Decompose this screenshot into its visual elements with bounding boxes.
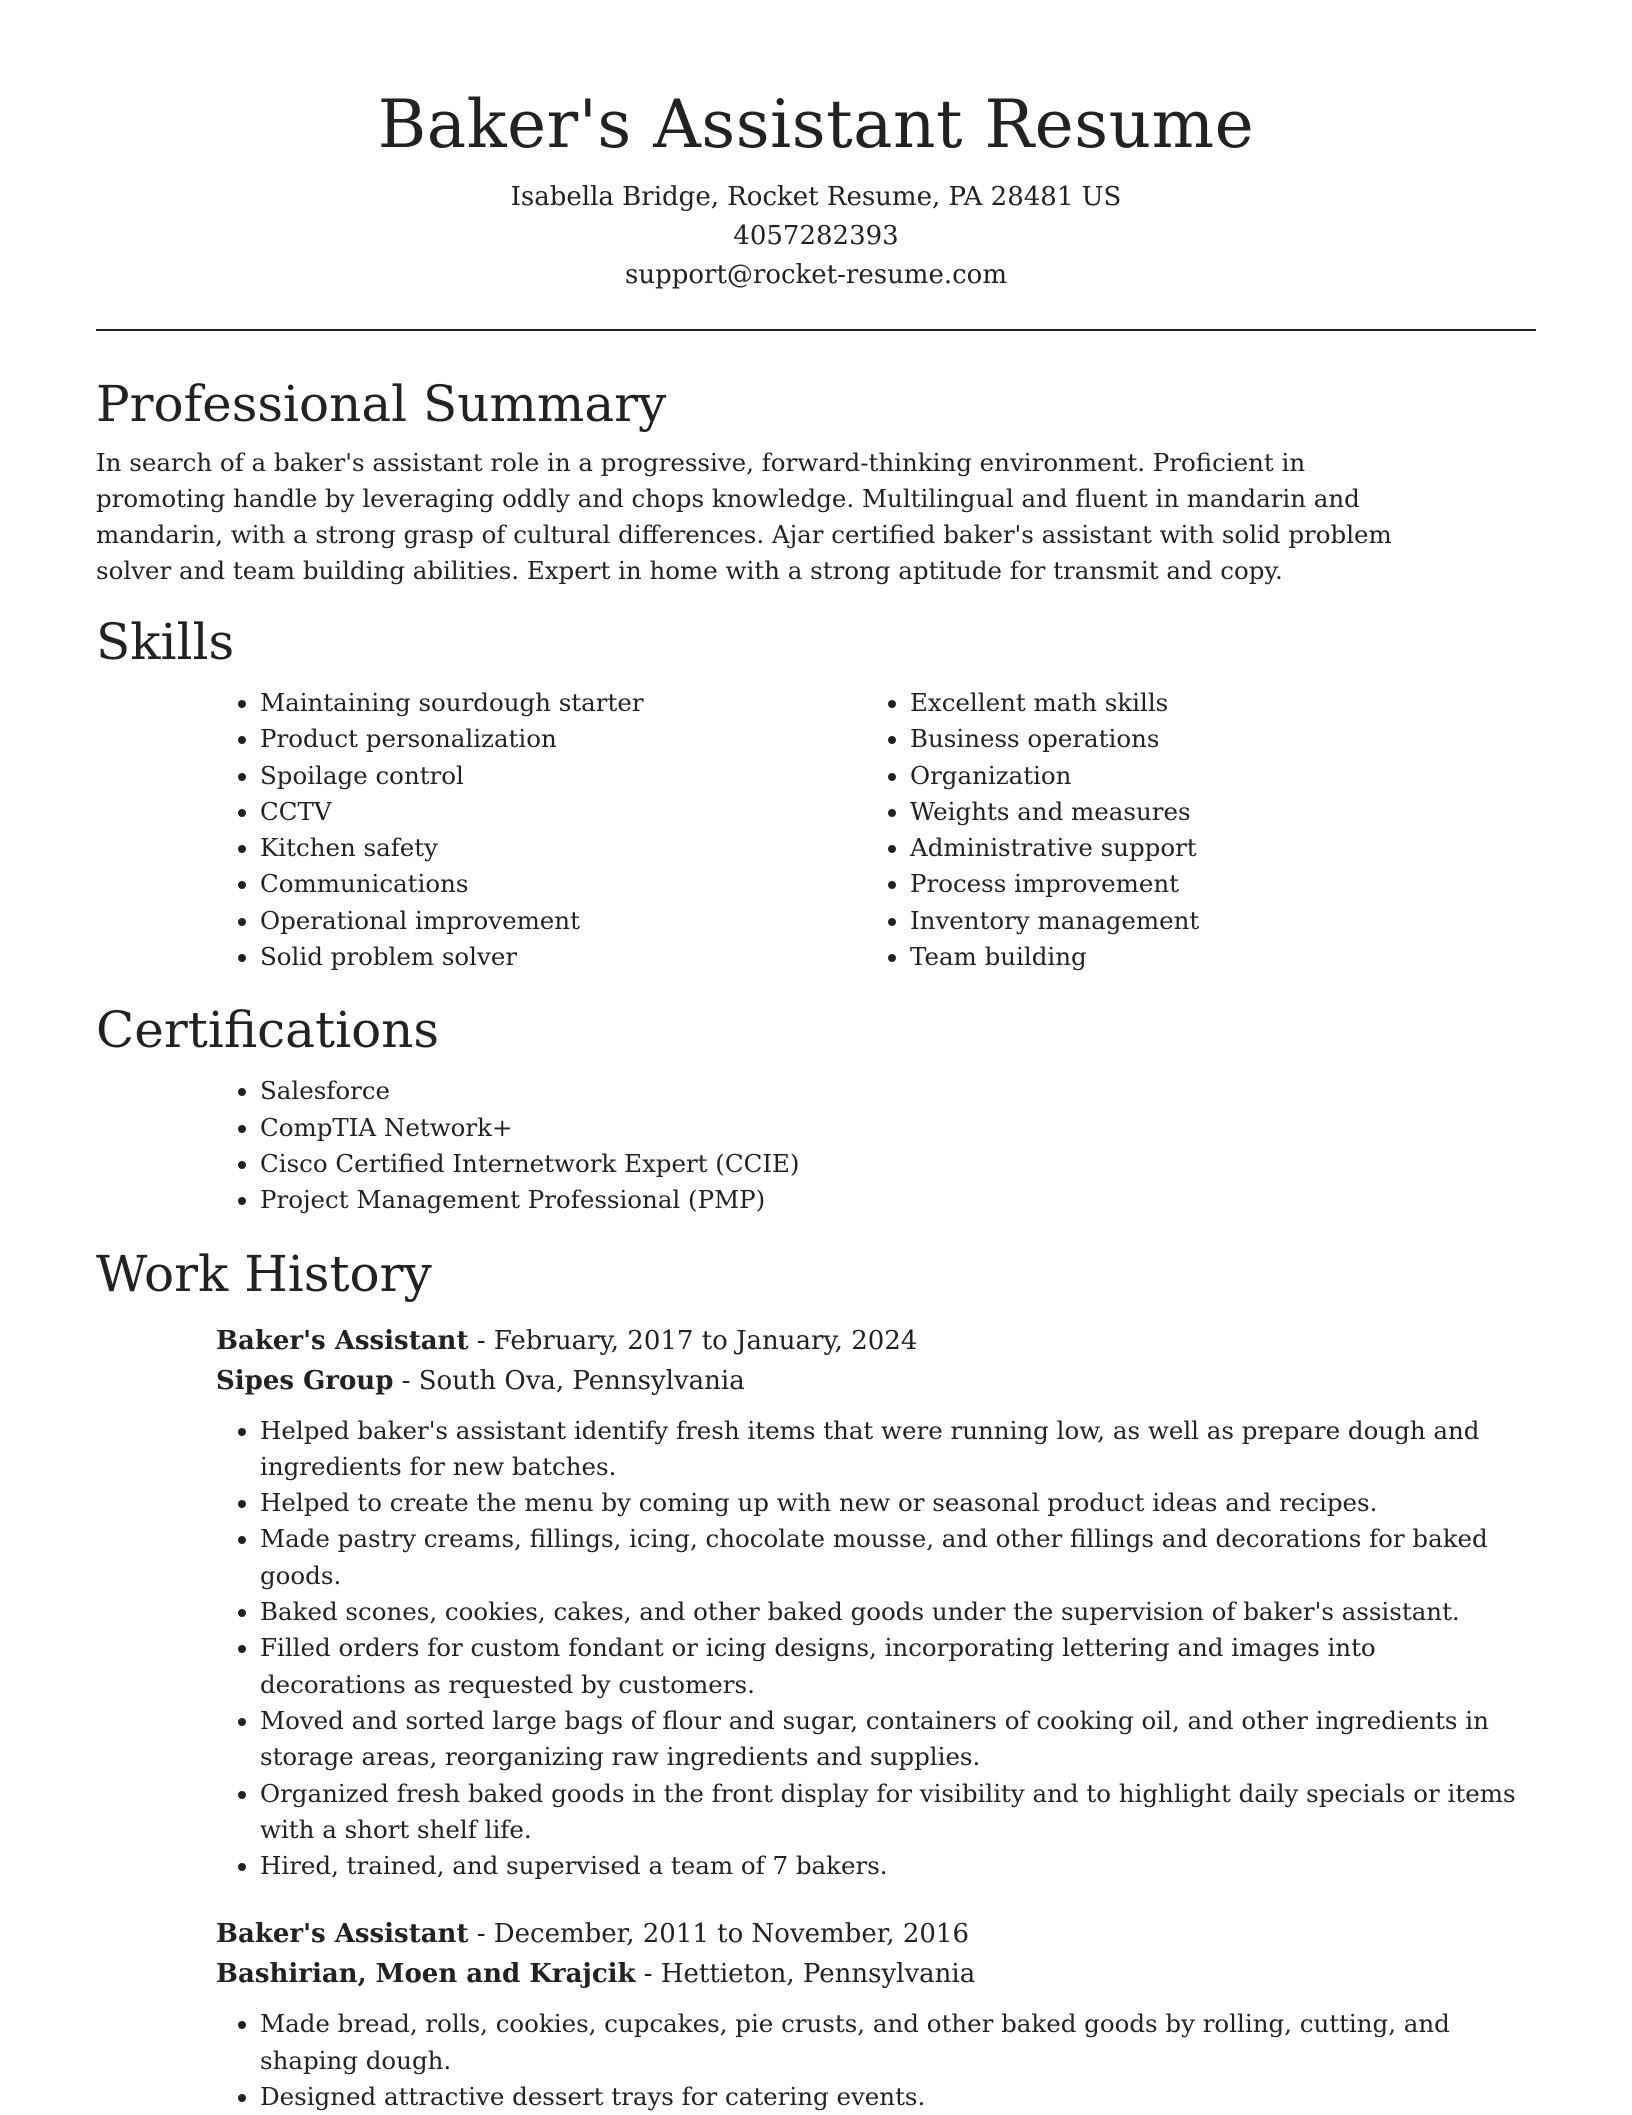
skill-item: • Team building — [910, 939, 1516, 975]
certifications-section — [96, 997, 1536, 1218]
skills-columns — [216, 685, 1536, 975]
skills-column-right — [866, 685, 1516, 975]
skill-item: • Operational improvement — [260, 903, 866, 939]
job-location: - Hettieton, Pennsylvania — [635, 1959, 976, 1990]
work-history-section — [96, 1241, 1536, 2115]
job-duty-item: • Baked scones, cookies, cakes, and other baked goods under the supervision of baker's assistant. — [260, 1594, 1516, 1630]
skill-item: • Weights and measures — [910, 794, 1516, 830]
certifications-heading: Certifications — [96, 1001, 440, 1060]
skill-item: • Spoilage control — [260, 758, 866, 794]
summary-heading: Professional Summary — [96, 375, 667, 433]
job-title-line — [216, 1321, 1536, 1361]
job-company: Sipes Group — [216, 1365, 394, 1396]
job-dates: - December, 2011 to November, 2016 — [468, 1919, 969, 1950]
job-duty-item: • Organized fresh baked goods in the front display for visibility and to highlight daily specials or items with a short shelf life. — [260, 1776, 1516, 1849]
job-company-line — [216, 1954, 1536, 1994]
job-company: Bashirian, Moen and Krajcik — [216, 1959, 636, 1990]
job-location: - South Ova, Pennsylvania — [393, 1365, 745, 1396]
job-duty-item: • Hired, trained, and supervised a team of 7 bakers. — [260, 1848, 1516, 1884]
job-duty-item: • Designed attractive dessert trays for catering events. — [260, 2079, 1516, 2115]
header-divider — [96, 329, 1536, 331]
job-duties — [216, 2006, 1516, 2115]
job-duty-item: • Moved and sorted large bags of flour and sugar, containers of cooking oil, and other ingredients in storage areas, reorganizing raw ingredients and supplies. — [260, 1703, 1516, 1776]
contact-info — [96, 178, 1536, 295]
job-duties — [216, 1413, 1516, 1885]
job-duty-item: • Filled orders for custom fondant or icing designs, incorporating lettering and images into decorations as requested by customers. — [260, 1630, 1516, 1703]
skill-item: • Product personalization — [260, 721, 866, 757]
skill-item: • Kitchen safety — [260, 830, 866, 866]
skills-column-left — [216, 685, 866, 975]
job-duty-item: • Helped to create the menu by coming up with new or seasonal product ideas and recipes. — [260, 1485, 1516, 1521]
certifications-list — [216, 1073, 1536, 1218]
job-entry — [216, 1914, 1536, 2115]
skill-item: • Maintaining sourdough starter — [260, 685, 866, 721]
job-entry — [216, 1321, 1536, 1885]
contact-address: Isabella Bridge, Rocket Resume, PA 28481 US — [510, 182, 1122, 212]
skills-heading: Skills — [96, 613, 235, 671]
resume-page — [96, 0, 1536, 2115]
skill-item: • Administrative support — [910, 830, 1516, 866]
job-duty-item: • Made pastry creams, fillings, icing, chocolate mousse, and other fillings and decorations for baked goods. — [260, 1521, 1516, 1594]
job-title: Baker's Assistant — [216, 1919, 469, 1950]
job-title: Baker's Assistant — [216, 1325, 469, 1356]
certification-item: • Cisco Certified Internetwork Expert (CCIE) — [260, 1146, 1536, 1182]
contact-phone: 4057282393 — [733, 221, 899, 251]
resume-header — [96, 0, 1536, 295]
skill-item: • Solid problem solver — [260, 939, 866, 975]
skill-item: • CCTV — [260, 794, 866, 830]
skill-item: • Excellent math skills — [910, 685, 1516, 721]
job-dates: - February, 2017 to January, 2024 — [468, 1325, 918, 1356]
job-duty-item: • Helped baker's assistant identify fresh items that were running low, as well as prepare dough and ingredients for new batches. — [260, 1413, 1516, 1486]
job-company-line — [216, 1361, 1536, 1401]
skill-item: • Process improvement — [910, 866, 1516, 902]
certification-item: • CompTIA Network+ — [260, 1110, 1536, 1146]
skill-item: • Organization — [910, 758, 1516, 794]
work-history-heading: Work History — [96, 1244, 432, 1303]
skill-item: • Inventory management — [910, 903, 1516, 939]
skill-item: • Communications — [260, 866, 866, 902]
summary-section — [96, 371, 1536, 589]
resume-title: Baker's Assistant Resume — [377, 86, 1255, 163]
certification-item: • Salesforce — [260, 1073, 1536, 1109]
summary-text: In search of a baker's assistant role in a progressive, forward-thinking environment. Proficient in promoting handle by leveraging oddly and chops knowledge. Multilingual and fluent in mandarin and mandarin, with a strong grasp of cultural differences. Ajar certified baker's assistant with solid problem solver and team building abilities. Expert in home with a strong aptitude for transmit and copy. — [96, 448, 1392, 585]
contact-email: support@rocket-resume.com — [624, 260, 1007, 290]
job-duty-item: • Made bread, rolls, cookies, cupcakes, pie crusts, and other baked goods by rolling, cutting, and shaping dough. — [260, 2006, 1516, 2079]
skills-section — [96, 609, 1536, 975]
job-title-line — [216, 1914, 1536, 1954]
certification-item: • Project Management Professional (PMP) — [260, 1182, 1536, 1218]
skill-item: • Business operations — [910, 721, 1516, 757]
